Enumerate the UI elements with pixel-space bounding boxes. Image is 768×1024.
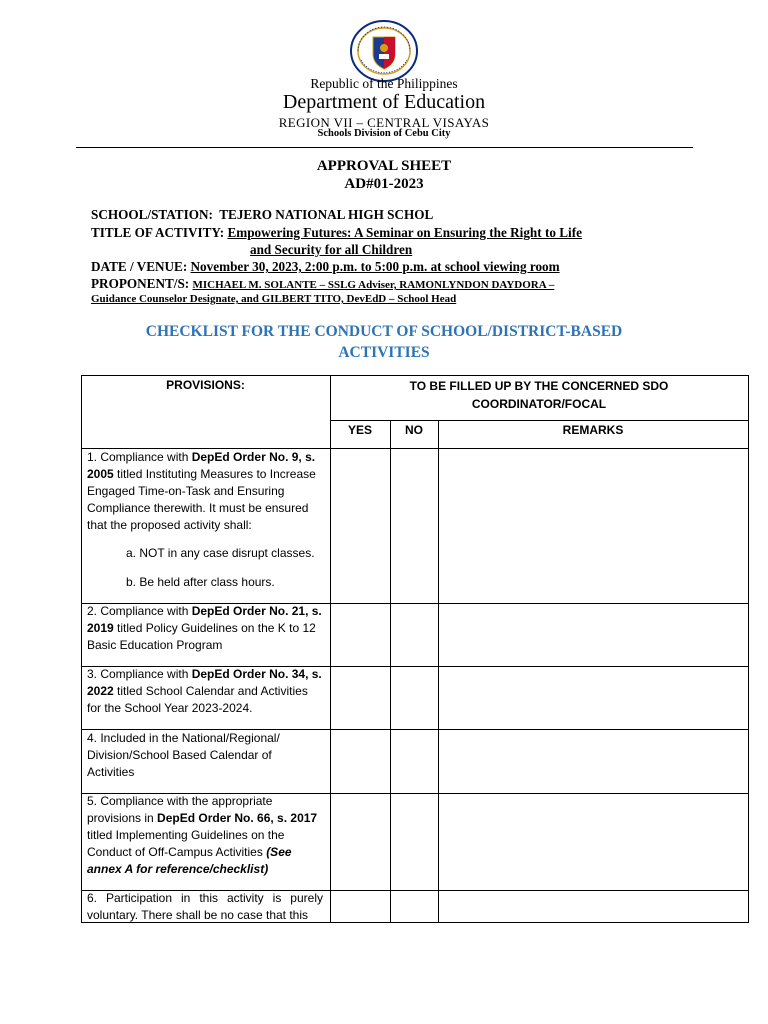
deped-order-ref: DepEd Order No. 34, s. 2022 xyxy=(87,667,322,698)
activity-line xyxy=(91,225,582,241)
deped-order-ref: DepEd Order No. 66, s. 2017 xyxy=(157,811,318,825)
annex-note: (See annex A for reference/checklist) xyxy=(87,845,292,876)
proponent-line xyxy=(91,276,554,292)
sdo-header-line-2: COORDINATOR/FOCAL xyxy=(471,397,607,411)
activity-value-2: and Security for all Children xyxy=(250,242,413,257)
provision-row-1-item-a: a. NOT in any case disrupt classes. xyxy=(126,546,315,560)
header-divider xyxy=(76,147,693,148)
department-name: Department of Education xyxy=(282,91,486,113)
proponent-label: PROPONENT/S: xyxy=(91,276,190,291)
division-line: Schools Division of Cebu City xyxy=(317,128,451,139)
activity-value-1: Empowering Futures: A Seminar on Ensuring the Right to Life xyxy=(227,225,582,240)
checklist-table xyxy=(81,375,749,923)
remarks-header: REMARKS xyxy=(562,423,624,437)
school-label: SCHOOL/STATION: xyxy=(91,207,213,222)
provision-row-4: 4. Included in the National/Regional/ Division/School Based Calendar of Activities xyxy=(87,731,280,779)
approval-sheet-title: APPROVAL SHEET xyxy=(316,158,452,174)
date-value: November 30, 2023, 2:00 p.m. to 5:00 p.m. at school viewing room xyxy=(190,259,560,274)
date-venue-line xyxy=(91,259,560,275)
provision-row-3: 3. Compliance with DepEd Order No. 34, s. 2022 titled School Calendar and Activities for the School Year 2023-2024. xyxy=(87,667,322,715)
checklist-title xyxy=(0,321,768,363)
region-line: REGION VII – CENTRAL VISAYAS xyxy=(278,115,490,130)
yes-header: YES xyxy=(347,423,372,437)
provisions-header: PROVISIONS: xyxy=(166,378,245,392)
provision-row-5: 5. Compliance with the appropriate provisions in DepEd Order No. 66, s. 2017 titled Implementing Guidelines on the Conduct of Off-Campus Activities (See annex A for reference/checklist) xyxy=(87,794,318,876)
deped-seal xyxy=(349,20,419,82)
proponent-line-2 xyxy=(91,293,456,305)
date-label: DATE / VENUE: xyxy=(91,259,188,274)
school-value: TEJERO NATIONAL HIGH SCHOL xyxy=(219,207,434,222)
provision-row-1: 1. Compliance with DepEd Order No. 9, s. 2005 titled Instituting Measures to Increase Engaged Time-on-Task and Ensuring Compliance therewith. It must be ensured that the proposed activity shall: xyxy=(87,450,316,532)
activity-label: TITLE OF ACTIVITY: xyxy=(91,225,225,240)
provision-row-2: 2. Compliance with DepEd Order No. 21, s. 2019 titled Policy Guidelines on the K to 12 Basic Education Program xyxy=(87,604,322,652)
checklist-title-line-1: CHECKLIST FOR THE CONDUCT OF SCHOOL/DISTRICT-BASED xyxy=(145,323,623,340)
deped-order-ref: DepEd Order No. 9, s. 2005 xyxy=(87,450,316,481)
checklist-title-line-2: ACTIVITIES xyxy=(338,344,430,361)
document-number: AD#01-2023 xyxy=(344,176,424,192)
school-station-line xyxy=(91,207,433,223)
provision-row-6: 6. Participation in this activity is purely voluntary. There shall be no case that this xyxy=(87,891,323,922)
no-header: NO xyxy=(405,423,423,437)
deped-order-ref: DepEd Order No. 21, s. 2019 xyxy=(87,604,322,635)
activity-line-2 xyxy=(250,242,412,258)
sdo-header-line-1: TO BE FILLED UP BY THE CONCERNED SDO xyxy=(409,379,669,393)
republic-line: Republic of the Philippines xyxy=(310,76,458,91)
sdo-coordinator-header xyxy=(330,377,748,413)
provision-row-1-item-b: b. Be held after class hours. xyxy=(126,575,275,589)
proponent-value-1: MICHAEL M. SOLANTE – SSLG Adviser, RAMONLYNDON DAYDORA – xyxy=(192,279,555,291)
proponent-value-2: Guidance Counselor Designate, and GILBERT TITO, DevEdD – School Head xyxy=(91,293,457,305)
